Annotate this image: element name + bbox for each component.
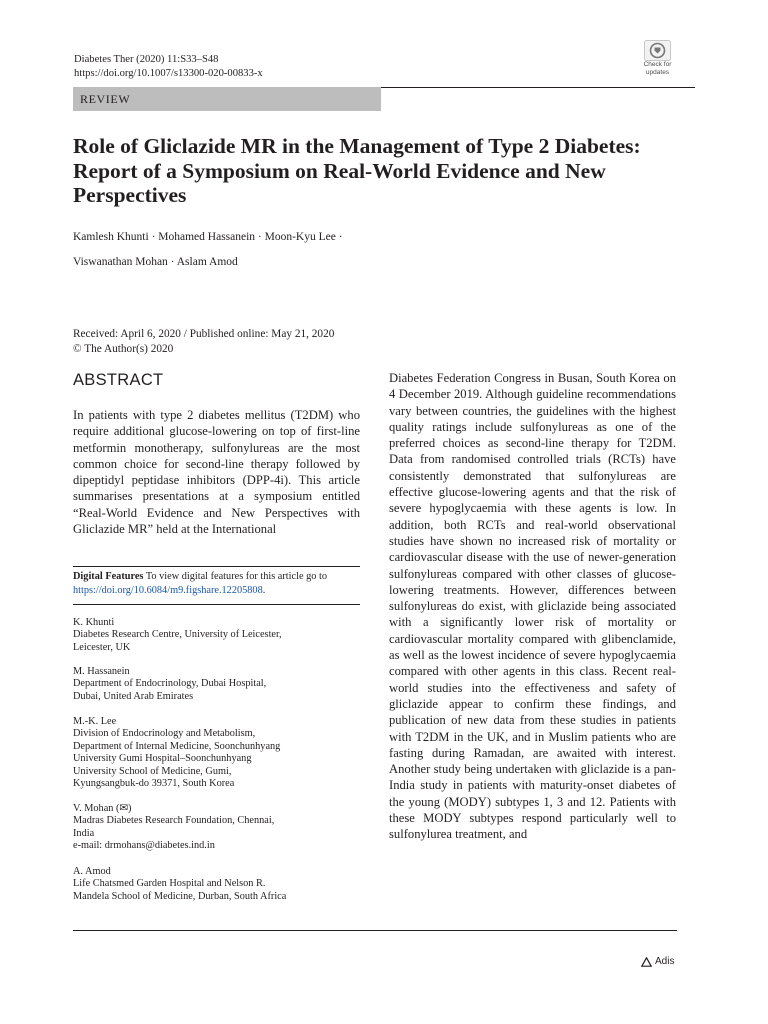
- article-type-bar: [73, 87, 381, 111]
- affiliation-line: University Gumi Hospital–Soonchunhyang: [73, 753, 252, 765]
- affiliation-author: M. Hassanein: [73, 666, 130, 677]
- affiliation-line: Department of Endocrinology, Dubai Hospital,: [73, 678, 267, 690]
- header-divider: [381, 87, 695, 88]
- affiliation-line: Leicester, UK: [73, 641, 131, 653]
- affiliation-author: V. Mohan (✉): [73, 803, 132, 814]
- article-title: Role of Gliclazide MR in the Management of Type 2 Diabetes: Report of a Symposium on Real-World Evidence and New Perspectives: [73, 134, 641, 207]
- article-type-label: REVIEW: [80, 92, 131, 106]
- digital-features-text: To view digital features for this article go to: [145, 571, 327, 582]
- affiliation-line: Diabetes Research Centre, University of Leicester,: [73, 629, 282, 641]
- abstract-heading: ABSTRACT: [73, 371, 164, 389]
- affiliation-mohan: [73, 803, 363, 853]
- affiliation-line: Mandela School of Medicine, Durban, South Africa: [73, 890, 287, 902]
- publication-dates: [73, 327, 334, 357]
- article-doi[interactable]: https://doi.org/10.1007/s13300-020-00833-x: [74, 68, 263, 79]
- affiliation-line: Department of Internal Medicine, Soonchunhyang: [73, 740, 281, 752]
- affiliation-line: Kyungsangbuk-do 39371, South Korea: [73, 778, 235, 790]
- journal-citation: Diabetes Ther (2020) 11:S33–S48: [74, 54, 219, 65]
- corresponding-email[interactable]: e-mail: drmohans@diabetes.ind.in: [73, 840, 215, 852]
- received-published-date: Received: April 6, 2020 / Published online: May 21, 2020: [73, 328, 335, 340]
- check-for-updates-badge[interactable]: [640, 40, 675, 76]
- affiliation-lee: [73, 716, 363, 790]
- copyright-notice: © The Author(s) 2020: [73, 343, 174, 355]
- check-updates-label: Check for updates: [643, 61, 672, 76]
- author-line[interactable]: Viswanathan Mohan · Aslam Amod: [73, 256, 238, 268]
- figshare-link[interactable]: https://doi.org/10.6084/m9.figshare.12205808: [73, 584, 263, 596]
- publisher-name: Adis: [655, 956, 675, 967]
- affiliation-hassanein: [73, 666, 363, 703]
- author-list: [73, 225, 343, 275]
- abstract-text-right: Diabetes Federation Congress in Busan, South Korea on 4 December 2019. Although guideline recommendations vary between countries, the guidelines with the highest quality ratings include sulfonylureas as one of the preferred choices as second-line therapy for T2DM. Data from randomised controlled trials (RCTs) have consistently demonstrated that sulfonylureas are effective glucose-lowering agents and that the risk of severe hypoglycaemia with these agents is low. In addition, both RCTs and real-world observational studies have shown no increased risk of mortality or cardiovascular disease with the use of newer-generation sulfonylureas compared with other classes of glucose-lowering treatments. However, differences between sulfonylureas do exist, with gliclazide being associated with a significantly lower risk of mortality or cardiovascular mortality compared with glibenclamide, as well as the lowest incidence of severe hypoglycaemia compared with other agents in this class. Recent real-world studies into the effectiveness and safety of gliclazide appear to confirm these findings, and publication of new data from these studies in patients with T2DM in the UK, and in Muslim patients who are fasting during Ramadan, are awaited with interest. Another study being undertaken with gliclazide is a pan-India study in patients with maturity-onset diabetes of the young (MODY) subtypes 1, 3 and 12. Patients with these MODY subtypes respond particularly well to sulfonylurea treatment, and: [389, 371, 676, 842]
- affiliation-line: University School of Medicine, Gumi,: [73, 765, 232, 777]
- adis-triangle-icon: [641, 957, 652, 967]
- check-updates-icon: [644, 40, 671, 61]
- journal-reference: [74, 53, 263, 81]
- affiliation-khunti: [73, 617, 363, 654]
- affiliation-amod: [73, 866, 363, 903]
- digital-features-note: Digital Features To view digital features for this article go to https://doi.org/10.6084/m9.figshare.12205808.: [73, 571, 327, 596]
- affiliation-line: Life Chatsmed Garden Hospital and Nelson R.: [73, 878, 266, 890]
- footer-divider: [73, 930, 677, 931]
- digital-features-label: Digital Features: [73, 571, 144, 582]
- author-line[interactable]: Kamlesh Khunti · Mohamed Hassanein · Moon-Kyu Lee ·: [73, 231, 343, 243]
- abstract-text-left: In patients with type 2 diabetes mellitus (T2DM) who require additional glucose-lowering on top of first-line metformin monotherapy, sulfonylureas are the most common choice for second-line therapy followed by dipeptidyl peptidase inhibitors (DPP-4i). This article summarises presentations at a symposium entitled “Real-World Evidence and New Perspectives with Gliclazide MR” held at the International: [73, 408, 360, 537]
- affiliation-line: India: [73, 827, 95, 839]
- affiliation-author: A. Amod: [73, 866, 111, 877]
- affiliation-line: Dubai, United Arab Emirates: [73, 690, 194, 702]
- column-divider: [73, 566, 360, 567]
- affiliation-author: K. Khunti: [73, 617, 115, 628]
- affiliation-line: Madras Diabetes Research Foundation, Chennai,: [73, 815, 275, 827]
- column-divider: [73, 604, 360, 605]
- affiliation-line: Division of Endocrinology and Metabolism,: [73, 728, 256, 740]
- affiliation-author: M.-K. Lee: [73, 716, 117, 727]
